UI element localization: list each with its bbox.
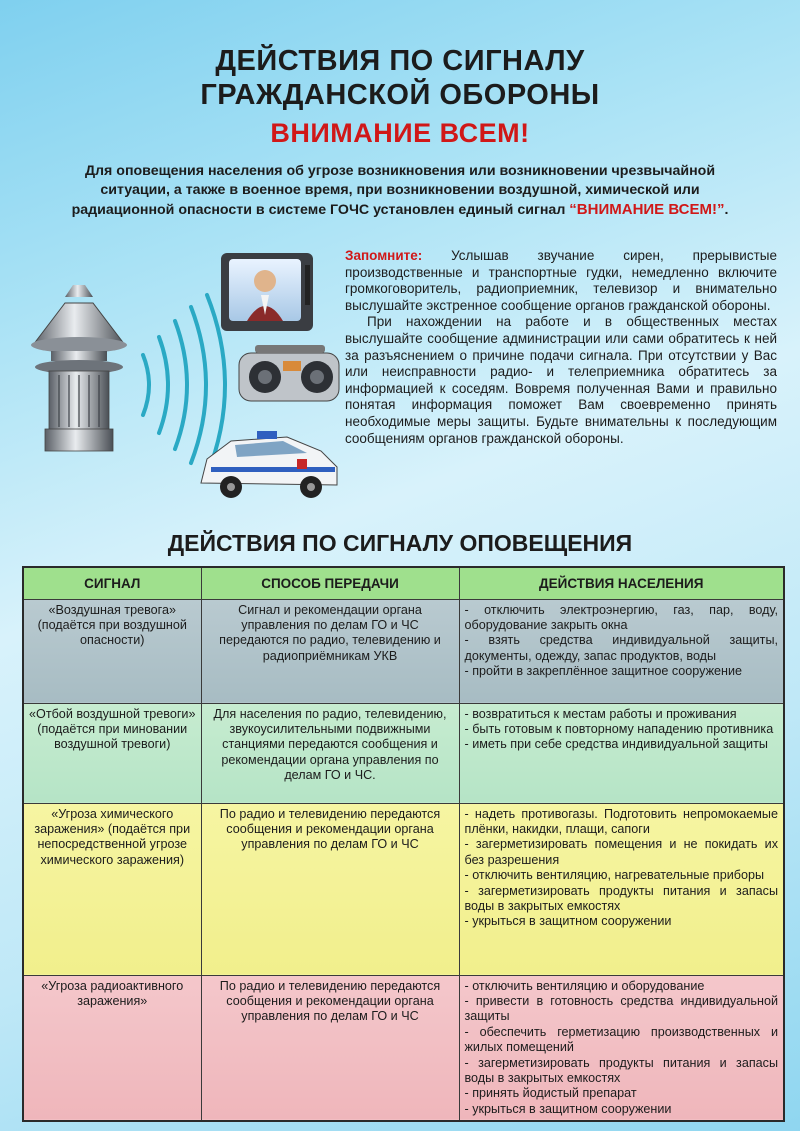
actions-cell bbox=[459, 599, 784, 703]
remember-text-1: Услышав звучание сирен, прерывистые производственные и транспортные гудки, немедленно включите громкоговоритель, радиоприемник, телевизор и внимательно выслушайте экстренное сообщение органов гражданской обороны. bbox=[345, 248, 777, 313]
action-item: - надеть противогазы. Подготовить непромокаемые плёнки, накидки, плащи, сапоги bbox=[465, 807, 779, 838]
action-item: - обеспечить герметизацию производственных и жилых помещений bbox=[465, 1025, 779, 1056]
radio-icon bbox=[239, 345, 339, 401]
action-item: - отключить электроэнергию, газ, пар, воду, оборудование закрыть окна bbox=[465, 603, 779, 634]
signal-cell: «Воздушная тревога» (подаётся при воздушной опасности) bbox=[23, 599, 201, 703]
police-car-icon bbox=[201, 431, 337, 498]
poster-subtitle: ВНИМАНИЕ ВСЕМ! bbox=[270, 118, 530, 148]
title-line-2: ГРАЖДАНСКОЙ ОБОРОНЫ bbox=[200, 79, 600, 111]
action-item: - загерметизировать продукты питания и запасы воды в закрытых емкостях bbox=[465, 884, 779, 915]
signal-cell: «Отбой воздушной тревоги» (подаётся при миновании воздушной тревоги) bbox=[23, 703, 201, 803]
table-row-chemical bbox=[23, 803, 784, 975]
action-item: - пройти в закреплённое защитное сооружение bbox=[465, 664, 779, 679]
poster-title bbox=[0, 44, 800, 112]
intro-text: Для оповещения населения об угрозе возникновения или возникновении чрезвычайной ситуации, а также в военное время, при возникновении воздушной, химической или радиационной опасности в системе ГОЧС установлен единый сигнал bbox=[71, 163, 716, 218]
action-item: - иметь при себе средства индивидуальной защиты bbox=[465, 737, 779, 752]
action-item: - загерметизировать продукты питания и запасы воды в закрытых емкостях bbox=[465, 1056, 779, 1087]
table-row-air-raid bbox=[23, 599, 784, 703]
actions-cell bbox=[459, 803, 784, 975]
signal-cell: «Угроза химического заражения» (подаётся при непосредственной угрозе химического заражения) bbox=[23, 803, 201, 975]
action-item: - отключить вентиляцию и оборудование bbox=[465, 979, 779, 994]
action-item: - отключить вентиляцию, нагревательные приборы bbox=[465, 868, 779, 883]
actions-cell bbox=[459, 975, 784, 1121]
illustration bbox=[25, 245, 345, 505]
section-title: ДЕЙСТВИЯ ПО СИГНАЛУ ОПОВЕЩЕНИЯ bbox=[167, 530, 633, 556]
title-line-1: ДЕЙСТВИЯ ПО СИГНАЛУ bbox=[215, 45, 585, 77]
intro-signal: “ВНИМАНИЕ ВСЕМ!” bbox=[569, 201, 725, 218]
method-cell: Сигнал и рекомендации органа управления по делам ГО и ЧС передаются по радио, телевидению и радиоприёмникам УКВ bbox=[201, 599, 459, 703]
remember-block bbox=[345, 248, 777, 447]
remember-lead: Запомните: bbox=[345, 248, 423, 263]
action-item: - укрыться в защитном сооружении bbox=[465, 1102, 779, 1117]
table-row-all-clear bbox=[23, 703, 784, 803]
action-item: - привести в готовность средства индивидуальной защиты bbox=[465, 994, 779, 1025]
action-item: - принять йодистый препарат bbox=[465, 1086, 779, 1101]
column-header-actions: ДЕЙСТВИЯ НАСЕЛЕНИЯ bbox=[459, 567, 784, 599]
signal-cell: «Угроза радиоактивного заражения» bbox=[23, 975, 201, 1121]
method-cell: Для населения по радио, телевидению, звукоусилительными подвижными станциями передаются сообщения и рекомендации органа управления по делам ГО и ЧС. bbox=[201, 703, 459, 803]
action-item: - возвратиться к местам работы и проживания bbox=[465, 707, 779, 722]
signals-table bbox=[22, 566, 785, 1122]
column-header-signal: СИГНАЛ bbox=[23, 567, 201, 599]
intro-paragraph bbox=[60, 162, 740, 220]
table-header-row bbox=[23, 567, 784, 599]
remember-paragraph-2: При нахождении на работе и в общественных местах выслушайте сообщение администрации или сами обратитесь к ней за разъяснением о причине подачи сигнала. При отсутствии у Вас или неисправности радио- и телеприемника обратитесь за информацией к соседям. Вовремя полученная Вами и правильно понятая информация поможет Вам своевременно принять необходимые меры защиты. Будьте внимательны к последующим сообщениям органов гражданской обороны. bbox=[345, 314, 777, 446]
remember-paragraph-1 bbox=[345, 248, 777, 314]
action-item: - быть готовым к повторному нападению противника bbox=[465, 722, 779, 737]
siren-icon bbox=[31, 285, 127, 451]
column-header-method: СПОСОБ ПЕРЕДАЧИ bbox=[201, 567, 459, 599]
television-icon bbox=[221, 253, 313, 331]
sound-waves-icon bbox=[143, 295, 225, 475]
action-item: - укрыться в защитном сооружении bbox=[465, 914, 779, 929]
action-item: - загерметизировать помещения и не покидать их без разрешения bbox=[465, 837, 779, 868]
intro-end: . bbox=[724, 202, 729, 218]
table-row-radioactive bbox=[23, 975, 784, 1121]
action-item: - взять средства индивидуальной защиты, документы, одежду, запас продуктов, воды bbox=[465, 633, 779, 664]
method-cell: По радио и телевидению передаются сообщения и рекомендации органа управления по делам ГО и ЧС bbox=[201, 803, 459, 975]
method-cell: По радио и телевидению передаются сообщения и рекомендации органа управления по делам ГО и ЧС bbox=[201, 975, 459, 1121]
actions-cell bbox=[459, 703, 784, 803]
